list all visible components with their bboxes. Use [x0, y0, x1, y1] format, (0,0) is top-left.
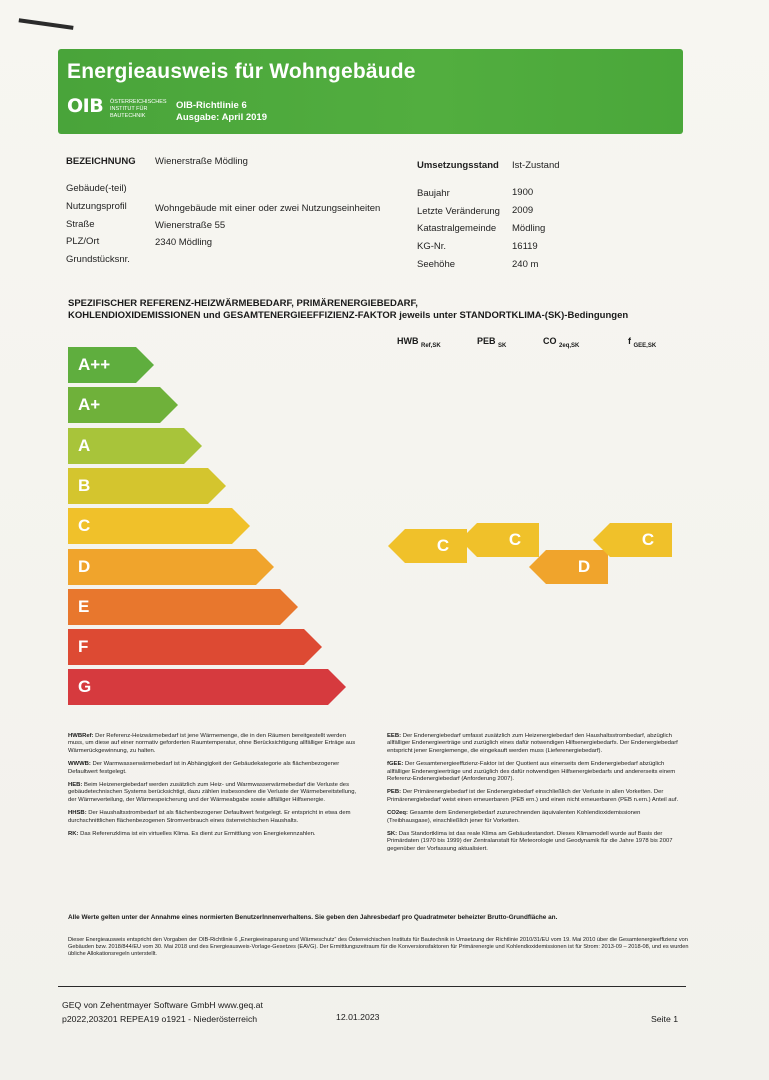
- value-strasse: Wienerstraße 55: [155, 220, 226, 231]
- footer-date: 12.01.2023: [336, 1012, 380, 1022]
- definition-text: Der Endenergiebedarf umfasst zusätzlich zum Heizenergiebedarf den Haushaltsstrombedarf, abzüglich allfälliger Endenergieerträge und zuzüglich eines dafür notwendigen Hilfsenergiebedarfs. Der Endenergiebedarf entspricht jener Energiemenge, die eingekauft werden muss (Lieferenergiebedarf).: [387, 733, 678, 754]
- definition-term: EEB:: [387, 733, 402, 739]
- rating-fgee: C: [610, 523, 672, 557]
- definition-item: [68, 782, 361, 804]
- scale-class-d: D: [68, 549, 256, 585]
- definition-text: Der Warmwasserwärmebedarf ist in Abhängigkeit der Gebäudekategorie als flächenbezogener Defaultwert festgelegt.: [68, 761, 340, 775]
- label-bezeichnung: BEZEICHNUNG: [66, 156, 136, 167]
- definition-text: Das Referenzklima ist ein virtuelles Klima. Es dient zur Ermittlung von Energiekennzahlen.: [78, 831, 316, 838]
- section-heading-line1: SPEZIFISCHER REFERENZ-HEIZWÄRMEBEDARF, PRIMÄRENERGIEBEDARF,: [68, 298, 418, 309]
- scale-class-c: C: [68, 508, 232, 544]
- definition-item: [68, 810, 361, 825]
- definition-item: [387, 761, 685, 783]
- definition-text: Gesamte dem Endenergiebedarf zuzurechnenden äquivalenten Kohlendioxidemissionen (Treibhausgase), einschließlich jener für Vorketten.: [387, 810, 641, 824]
- definition-text: Der Gesamtenergieeffizienz-Faktor ist der Quotient aus einerseits dem Endenergiebedarf abzüglich allfälliger Endenergieerträge und zuzüglich des dafür notwendigen Hilfsenergiebedarfs und andererseits einem Referenz-Endenergiebedarf (Anforderung 2007).: [387, 761, 676, 783]
- value-letzte-veraenderung: 2009: [512, 205, 534, 216]
- value-seehoehe: 240 m: [512, 259, 539, 270]
- definition-text: Beim Heizenergiebedarf werden zusätzlich zum Heiz- und Warmwasserwärmebedarf die Verluste des gebäudetechnischen Systems berücksichtigt, dazu zählen insbesondere die Verluste der Wärmebereitstellung, der Wärmeverteilung, der Wärmespeicherung und der Wärmeabgabe sowie allfälliger Hilfsenergie.: [68, 782, 357, 803]
- column-co2: CO $_{2eq,SK}$: [543, 336, 580, 349]
- scale-class-f: F: [68, 629, 304, 665]
- value-umsetzung: Ist-Zustand: [512, 160, 560, 171]
- definitions-left: [68, 733, 361, 844]
- staple-mark: [17, 18, 73, 38]
- scale-class-g: G: [68, 669, 328, 705]
- section-heading-line2: KOHLENDIOXIDEMISSIONEN und GESAMTENERGIEEFFIZIENZ-FAKTOR jeweils unter STANDORTKLIMA-(SK)-Bedingungen: [68, 310, 629, 321]
- definition-term: SK:: [387, 831, 398, 838]
- value-kg-nr: 16119: [512, 241, 538, 252]
- definition-item: [68, 761, 361, 776]
- definition-item: [68, 733, 361, 755]
- definition-term: PEB:: [387, 789, 402, 796]
- label-seehoehe: Seehöhe: [417, 259, 456, 270]
- column-peb: PEB $_{SK}$: [477, 336, 507, 349]
- value-baujahr: 1900: [512, 187, 534, 198]
- scale-class-aplus: A+: [68, 387, 160, 423]
- value-nutzungsprofil: Wohngebäude mit einer oder zwei Nutzungseinheiten: [155, 203, 381, 214]
- guideline-edition: Ausgabe: April 2019: [176, 112, 267, 123]
- value-bezeichnung: Wienerstraße Mödling: [155, 156, 248, 167]
- rating-hwb: C: [405, 529, 467, 563]
- guideline-info: [176, 100, 267, 124]
- definition-term: HHSB:: [68, 810, 87, 817]
- oib-logo-subtitle: ÖSTERREICHISCHES INSTITUT FÜR BAUTECHNIK: [110, 99, 167, 119]
- label-strasse: Straße: [66, 219, 95, 230]
- normative-note: Alle Werte gelten unter der Annahme eines normierten BenutzerInnenverhaltens. Sie geben den Jahresbedarf pro Quadratmeter beheizter Brutto-Grundfläche an.: [68, 914, 558, 921]
- label-umsetzung: Umsetzungsstand: [417, 160, 499, 171]
- scale-class-aplusplus: A++: [68, 347, 136, 383]
- value-plz: 2340 Mödling: [155, 237, 213, 248]
- definition-text: Der Haushaltsstrombedarf ist als flächenbezogener Defaultwert festgelegt. Er entspricht in etwa dem durchschnittlichen flächenbezogenen Stromverbrauch eines österreichischen Haushalts.: [68, 810, 351, 824]
- header-banner: [58, 49, 683, 134]
- definition-term: HWBRef:: [68, 733, 94, 739]
- scale-class-e: E: [68, 589, 280, 625]
- section-heading: [68, 298, 708, 322]
- definition-item: [387, 810, 685, 825]
- definition-item: [387, 831, 685, 853]
- column-fgee: f $_{GEE,SK}$: [628, 336, 657, 349]
- scale-class-b: B: [68, 468, 208, 504]
- definition-item: [387, 733, 685, 755]
- footer-page-number: Seite 1: [651, 1014, 679, 1024]
- definition-item: [387, 789, 685, 804]
- rating-co2: D: [546, 550, 608, 584]
- scale-class-a: A: [68, 428, 184, 464]
- footer-code: p2022,203201 REPEA19 o1921 - Niederösterreich: [62, 1014, 258, 1024]
- definition-term: RK:: [68, 831, 79, 838]
- legal-note: Dieser Energieausweis entspricht den Vorgaben der OIB-Richtlinie 6 „Energieeinsparung und Wärmeschutz“ des Österreichischen Instituts für Bautechnik in Umsetzung der Richtlinie 2010/31/EU vom 19. Mai 2010 über die Gesamtenergieeffizienz von Gebäuden bzw. 2018/844/EU vom 30. Mai 2018 und des Energieausweis-Vorlage-Gesetzes (EAVG). Der Ermittlungszeitraum für die Konversionsfaktoren für Primärenergie und Kohlendioxidemissionen ist für Strom: 2013-09 – 2018-08, und es wurden übliche Allokationsregeln unterstellt.: [68, 937, 689, 958]
- document-title: Energieausweis für Wohngebäude: [67, 60, 416, 83]
- rating-peb: C: [477, 523, 539, 557]
- definition-text: Der Referenz-Heizwärmebedarf ist jene Wärmemenge, die in den Räumen bereitgestellt werden muss, um diese auf einer normativ geforderten Raumtemperatur, ohne Berücksichtigung allfälliger Erträge aus Wärmerückgewinnung, zu halten.: [68, 733, 356, 754]
- label-baujahr: Baujahr: [417, 188, 450, 199]
- label-kg-nr: KG-Nr.: [417, 241, 447, 252]
- definition-term: fGEE:: [387, 761, 404, 768]
- definition-term: CO2eq:: [387, 810, 408, 817]
- footer-divider: [58, 986, 686, 987]
- label-katastralgemeinde: Katastralgemeinde: [417, 223, 497, 234]
- footer-software: GEQ von Zehentmayer Software GmbH www.geq.at: [62, 1000, 263, 1010]
- definition-item: [68, 831, 361, 838]
- label-grundstueck: Grundstücksnr.: [66, 254, 130, 265]
- label-plz: PLZ/Ort: [66, 236, 100, 247]
- column-hwb: HWB $_{Ref,SK}$: [397, 336, 441, 349]
- definition-term: WWWB:: [68, 761, 91, 768]
- footer-software-info: [62, 998, 263, 1026]
- definition-term: HEB:: [68, 782, 83, 789]
- value-katastralgemeinde: Mödling: [512, 223, 546, 234]
- definition-text: Das Standortklima ist das reale Klima am Gebäudestandort. Dieses Klimamodell wurde auf Basis der Primärdaten (1970 bis 1999) der Zentralanstalt für Meteorologie und Geodynamik für die Jahre 1978 bis 2007 gegenüber der Vorfassung aktualisiert.: [387, 831, 673, 852]
- definitions-right: [387, 733, 685, 859]
- label-letzte-veraenderung: Letzte Veränderung: [417, 206, 500, 217]
- label-nutzungsprofil: Nutzungsprofil: [66, 201, 127, 212]
- definition-text: Der Primärenergiebedarf ist der Endenergiebedarf einschließlich der Verluste in allen Vorketten. Der Primärenergiebedarf weist einen erneuerbaren (PEB ern.) und einen nicht erneuerbaren (PEB n.ern.) Anteil auf.: [387, 789, 679, 803]
- oib-logo: OIB: [67, 95, 104, 117]
- guideline-name: OIB-Richtlinie 6: [176, 100, 247, 111]
- label-gebaeude: Gebäude(-teil): [66, 183, 127, 194]
